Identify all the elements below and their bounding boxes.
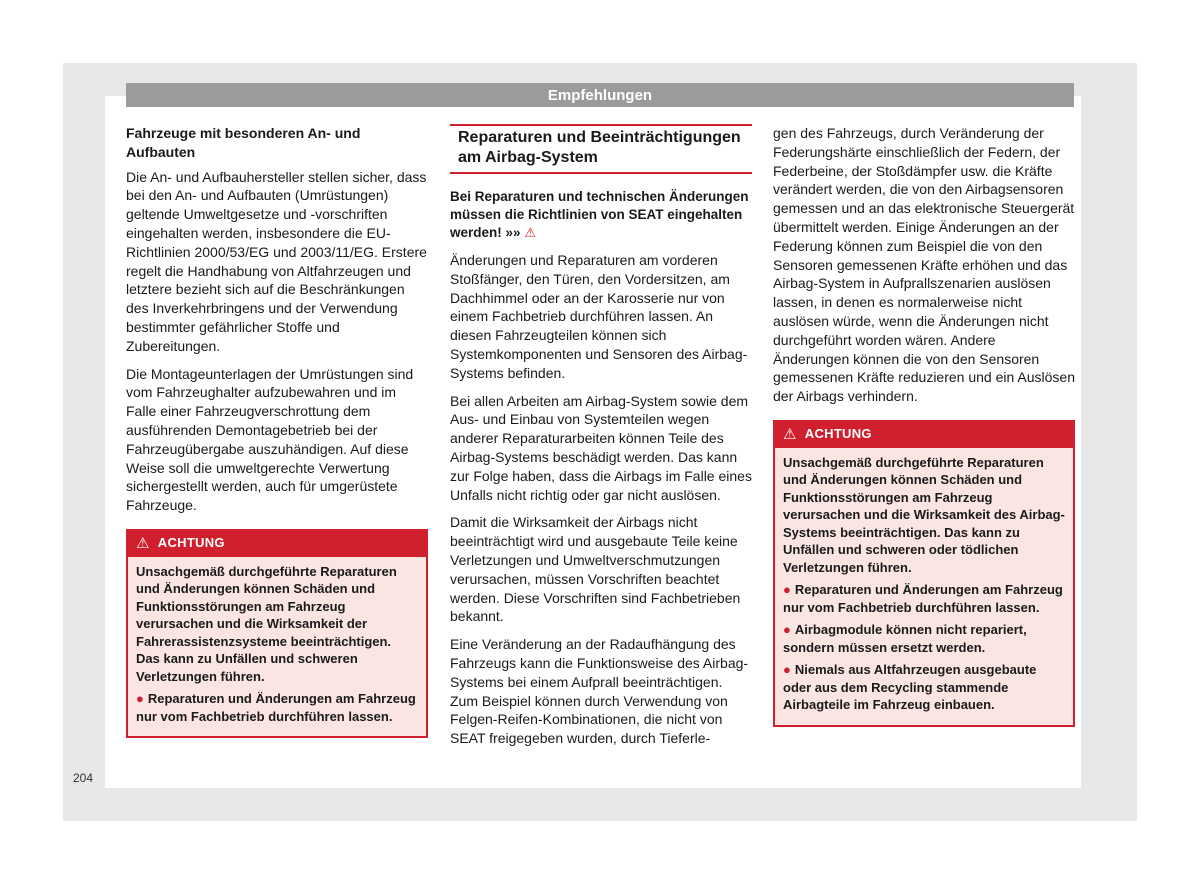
paragraph: gen des Fahrzeugs, durch Veränderung der Federungshärte einschließlich der Federn, der Federbeine, der Stoßdämpfer usw. die Kräfte verändert werden, die von den Airbagsensoren gemessen und an das elektronische Steuergerät übermittelt werden. Einige Änderungen an der Federung können zum Beispiel die von den Sensoren gemessenen Kräfte erhöhen und das Airbag-System in Aufprallszenarien auslösen lassen, in denen es normalerweise nicht auslösen würde, wenn die Änderungen nicht durchgeführt worden wären. Andere Änderungen können die von den Sensoren gemessenen Kräfte reduzieren und ein Auslösen der Airbags verhindern. [773,125,1075,405]
warning-text: Unsachgemäß durchgeführte Reparaturen und Änderungen können Schäden und Funktionsstörungen am Fahrzeug verursachen und die Wirksamkeit des Airbag-Systems beeinträchtigen. Das kann zu Unfällen und schweren oder tödlichen Verletzungen führen. [783,454,1065,575]
bullet-icon: ● [783,622,791,638]
warning-body [128,557,426,737]
warning-triangle-icon: ⚠ [524,225,536,240]
continue-arrows-icon: »» [505,225,521,240]
page-number: 204 [73,771,94,785]
warning-box [126,529,428,738]
bullet-icon: ● [136,691,144,707]
paragraph: Änderungen und Reparaturen am vorderen Stoßfänger, den Türen, den Vordersitzen, am Dachhimmel oder an der Karosserie nur von einem Fachbetrieb durchführen lassen. An diesen Fahrzeugteilen können sich Systemkomponenten und Sensoren des Airbag-Systems befinden. [450,252,748,381]
section-title-airbag: Reparaturen und Beeinträchtigungen am Airbag-System [450,124,752,174]
lead-text: Bei Reparaturen und technischen Änderungen müssen die Richtlinien von SEAT eingehalten werden! »» ⚠ [450,189,749,240]
paragraph: Bei allen Arbeiten am Airbag-System sowie dem Aus- und Einbau von Systemteilen wegen anderer Reparaturarbeiten können Teile des Airbag-Systems beschädigt werden. Das kann zur Folge haben, dass die Airbags im Falle eines Unfalls nicht richtig oder gar nicht auslösen. [450,392,752,503]
warning-header [775,422,1073,448]
chapter-title: Empfehlungen [547,86,653,104]
paragraph: Eine Veränderung an der Radaufhängung des Fahrzeugs kann die Funktionsweise des Airbag-Systems bei einem Aufprall beeinträchtigen. Zum Beispiel können durch Verwendung von Felgen-Reifen-Kombinationen, die nicht von SEAT freigegeben wurden, durch Tieferle- [450,636,749,747]
column-1 [126,124,428,738]
paragraph: Die An- und Aufbauhersteller stellen sicher, dass bei den An- und Aufbauten (Umrüstungen) geltende Umweltgesetze und -vorschriften eingehalten werden, insbesondere die EU-Richtlinien 2000/53/EG und 2003/11/EG. Erstere regelt die Handhabung von Altfahrzeugen und letztere bezieht sich auf die Beschränkungen des Inverkehrbringens und der Verwendung bestimmter gefährlicher Stoffe und Zubereitungen. [126,168,427,354]
warning-title: ACHTUNG [804,425,872,441]
paragraph: Die Montageunterlagen der Umrüstungen sind vom Fahrzeughalter aufzubewahren und im Falle einer Fahrzeugverschrottung dem ausführenden Demontagebetrieb bei der Fahrzeugübergabe auszuhändigen. Auf diese Weise soll die umweltgerechte Verwertung sichergestellt werden, auch für umgerüstete Fahrzeuge. [126,365,414,514]
warning-bullet: ● Airbagmodule können nicht repariert, sondern müssen ersetzt werden. [783,622,1027,655]
warning-text: Unsachgemäß durchgeführte Reparaturen und Änderungen können Schäden und Funktionsstörungen am Fahrzeug verursachen und die Wirksamkeit der Fahrerassistenzsysteme beeinträchtigen. Das kann zu Unfällen und schweren Verletzungen führen. [136,563,397,684]
warning-bullet: ● Reparaturen und Änderungen am Fahrzeug nur vom Fachbetrieb durchführen lassen. [783,582,1063,615]
bullet-icon: ● [783,582,791,598]
warning-bullet: ● Niemals aus Altfahrzeugen ausgebaute oder aus dem Recycling stammende Airbagteile im Fahrzeug einbauen. [783,662,1037,713]
warning-triangle-icon: ⚠ [783,425,797,443]
chapter-header [126,83,1074,107]
bullet-icon: ● [783,662,791,678]
warning-triangle-icon: ⚠ [136,534,150,552]
warning-body [775,448,1073,725]
warning-title: ACHTUNG [157,534,225,550]
column-3 [773,124,1075,727]
warning-box [773,420,1075,727]
section-title-aufbauten: Fahrzeuge mit besonderen An- und Aufbauten [126,125,361,160]
paragraph: Damit die Wirksamkeit der Airbags nicht beeinträchtigt wird und ausgebaute Teile keine Verletzungen und Umweltverschmutzungen verursachen, müssen Vorschriften beachtet werden. Diese Vorschriften sind Fachbetrieben bekannt. [450,514,741,625]
warning-bullet: ● Reparaturen und Änderungen am Fahrzeug nur vom Fachbetrieb durchführen lassen. [136,691,416,724]
column-2 [450,124,752,757]
warning-header [128,531,426,557]
